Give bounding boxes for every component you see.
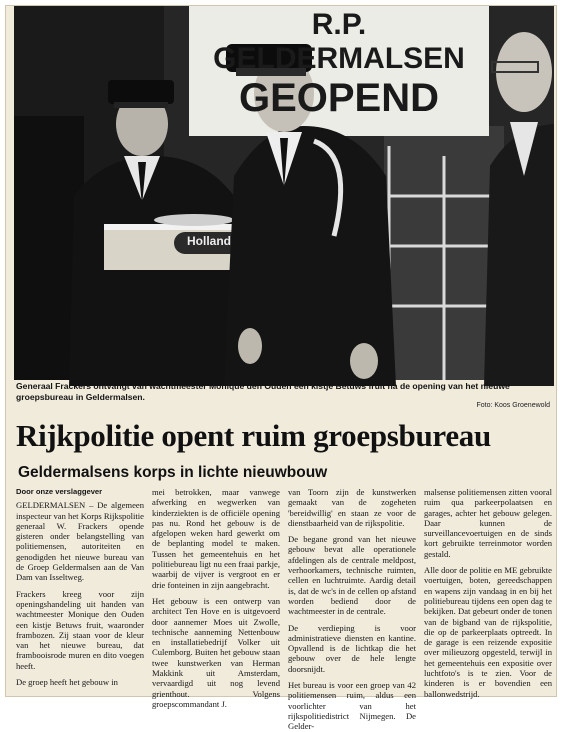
paragraph: mei betrokken, maar vanwege afwerking en wegwerken van kinderziekten is de officiële opening pas nu. Rond het gebouw is de afgelopen weken hard gewerkt om de beplanting model te maken. Tussen het gemeentehuis en het politiebureau ligt nu een fraai parkje, waarbij de vijver is vergroot en er drie fonteinen in zijn aangebracht. <box>152 487 280 590</box>
banner-line-1: R.P. <box>311 8 367 41</box>
article-body <box>16 487 554 732</box>
banner-line-2: GELDERMALSEN <box>213 42 465 75</box>
article-column-3 <box>288 487 416 732</box>
subheadline: Geldermalsens korps in lichte nieuwbouw <box>18 464 328 481</box>
paragraph: Het gebouw is een ontwerp van architect Ten Hove en is uitgevoerd door aannemer Moes uit Zwolle, technische aanneming Nettenbouw en installatiebedrijf Volker uit Culemborg. Buiten het gebouw staan twee kunstwerken van Herman Makkink uit Amsterdam, vervaardigd uit nog levend grienthout. Volgens groepscommandant J. <box>152 595 280 709</box>
headline: Rijkpolitie opent ruim groepsbureau <box>16 418 491 453</box>
paragraph: De begane grond van het nieuwe gebouw bevat alle operationele afdelingen als de centrale meldpost, verhoorkamers, technische ruimten, cellen en luchtruimte. Aardig detail is, dat de wc's in de cellen op afstand worden bediend door de wachtmeester in de centrale. <box>288 534 416 617</box>
paragraph: De groep heeft het gebouw in <box>16 677 118 688</box>
banner-sign <box>189 6 489 136</box>
paragraph: Alle door de politie en ME gebruikte voertuigen, boten, gereedschappen en wapens zijn vandaag in en bij het politiebureau tijdens een open dag te bekijken. Dat gebeurt onder de tonen van de bigband van de rijkspolitie, die op de parkeerplaats optreedt. In de garage is een reizende expositie over milieuzorg opgesteld, terwijl in het gemeentehuis een expositie over luchtfoto's is te zien. Voor de kinderen is er bovendien een ballonwedstrijd. <box>424 565 552 699</box>
paragraph: malsense politiemensen zitten vooral ruim qua parkeerpolaatsen en garages, achter het gebouw gelegen. Daar kunnen de surveillancevoertuigen en de sinds kort gebruikte terreinmotor worden gestald. <box>424 487 552 559</box>
photo-credit: Foto: Koos Groenewold <box>476 402 550 409</box>
article-column-1 <box>16 487 144 697</box>
banner-line-3: GEOPEND <box>238 76 440 120</box>
paragraph: GELDERMALSEN – De algemeen inspecteur van het Korps Rijkspolitie generaal W. Frackers opende gisteren onder belangstelling van politiemensen, autoriteiten en genodigden het nieuwe bureau van de Groep Geldermalsen aan de Van Dam van Isseltweg. <box>16 500 144 583</box>
newspaper-clipping <box>6 6 556 732</box>
paragraph: Frackers kreeg voor zijn openingshandeling uit handen van wachtmeester Monique den Ouden een kistje Betuws fruit, waaronder frambozen. Zij staan voor de kleur van het nieuwe bureau, dat frambooisrode muren en dito voegen heeft. <box>16 588 144 671</box>
photo-caption: Generaal Frackers ontvangt van wachtmeester Monique den Ouden een kistje Betuws fruit na de opening van het nieuwe groepsbureau in Geldermalsen. <box>16 381 510 402</box>
article-column-2 <box>152 487 280 709</box>
paragraph: Het bureau is voor een groep van 42 politiemensen ruim, aldus een voorlichter van het rijkspolitiedistrict Nijmegen. De Gelder- <box>288 680 416 732</box>
paragraph: van Toorn zijn de kunstwerken gemaakt van de zogeheten 'bereidwillig' en staan ze voor de dienstbaarheid van de rijkspolitie. <box>288 487 416 528</box>
article-column-4 <box>424 487 552 697</box>
news-photo <box>14 6 554 380</box>
byline: Door onze verslaggever <box>16 487 103 496</box>
paragraph: De verdieping is voor administratieve diensten en kantine. Opvallend is de lichtkap die het gebouw over de hele lengte doorsnijdt. <box>288 622 416 674</box>
fruit-box-label: Holland <box>187 234 231 248</box>
